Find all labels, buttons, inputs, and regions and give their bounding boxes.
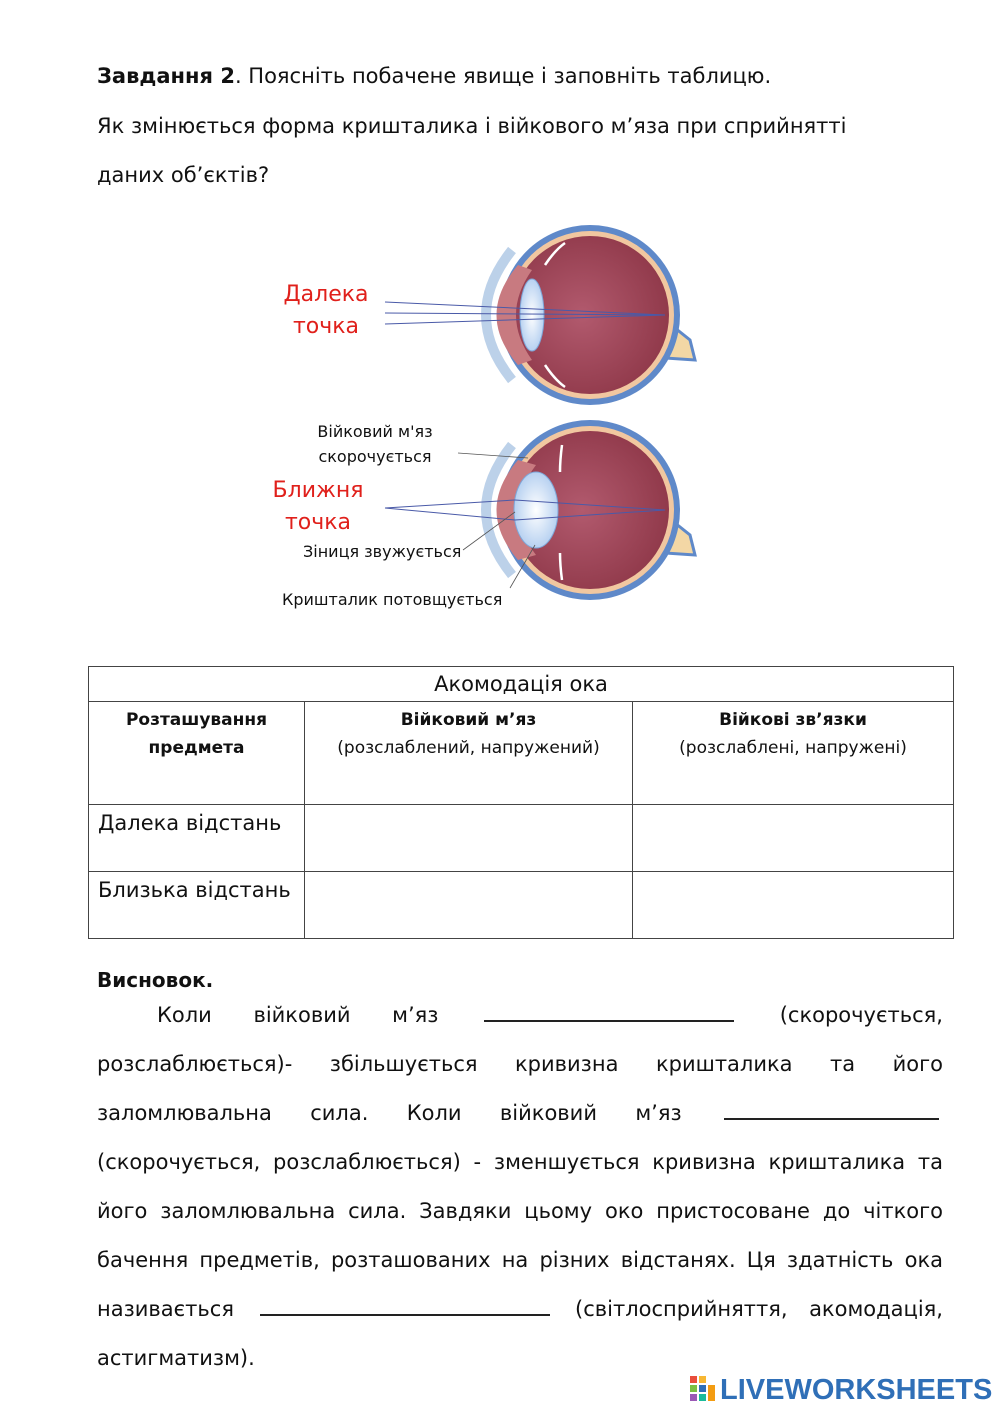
ciliary-muscle-label — [305, 419, 445, 469]
task-heading — [97, 64, 771, 88]
far-eye-diagram — [385, 225, 695, 405]
liveworksheets-logo-icon — [690, 1376, 716, 1404]
far-point-label-line2: точка — [292, 314, 360, 339]
far-point-label-line1: Далека — [283, 282, 369, 307]
answer-blank-3[interactable] — [260, 1292, 550, 1316]
conclusion-title: Висновок. — [97, 968, 214, 992]
pupil-label: Зіниця звужується — [303, 542, 462, 561]
lens-label: Кришталик потовщується — [282, 590, 503, 609]
liveworksheets-logo — [690, 1373, 992, 1407]
conclusion-text-2: (скорочується, розслаблюється)- збільшується кривизна кришталика та його заломлювальна сила. Коли війковий м’яз — [97, 1003, 943, 1125]
far-point-label — [280, 279, 372, 343]
task-number: Завдання 2 — [97, 64, 235, 88]
conclusion-text-3: (скорочується, розслаблюється) - зменшується кривизна кришталика та його заломлювальна сила. Завдяки цьому око пристосоване до чіткого бачення предметів, розташованих на різних відстанях. Ця здатність ока називається — [97, 1150, 943, 1321]
ciliary-label-line1: Війковий м'яз — [317, 422, 433, 441]
table-row — [89, 872, 954, 939]
header-col1-title2: предмета — [148, 738, 245, 758]
table-row — [89, 805, 954, 872]
ciliary-label-line2: скорочується — [318, 447, 432, 466]
row-label-near: Близька відстань — [89, 872, 305, 939]
answer-cell-near-muscle[interactable] — [305, 872, 633, 939]
pointer-line — [458, 453, 528, 458]
near-point-label-line2: точка — [284, 510, 352, 535]
header-ciliary-muscle — [305, 702, 633, 805]
conclusion-text-1: Коли війковий м’яз — [157, 1003, 439, 1027]
near-point-label-line1: Ближня — [272, 478, 364, 503]
answer-blank-1[interactable] — [484, 998, 734, 1022]
row-label-far: Далека відстань — [89, 805, 305, 872]
conclusion-text-4: (світлосприйняття, акомодація, астигматизм). — [97, 1297, 943, 1370]
header-object-location — [89, 702, 305, 805]
answer-cell-near-ligaments[interactable] — [633, 872, 954, 939]
task-question-line-1: Як змінюється форма кришталика і війкового м’яза при сприйнятті — [97, 114, 847, 138]
header-ciliary-ligaments — [633, 702, 954, 805]
answer-blank-2[interactable] — [724, 1096, 939, 1120]
logo-text: LIVEWORKSHEETS — [720, 1373, 993, 1406]
header-col1-title: Розташування — [125, 710, 268, 730]
task-instruction: . Поясніть побачене явище і заповніть таблицю. — [234, 64, 772, 88]
near-point-label — [272, 475, 364, 539]
eye-accommodation-figure — [270, 210, 710, 620]
answer-cell-far-ligaments[interactable] — [633, 805, 954, 872]
table-caption: Акомодація ока — [89, 667, 954, 702]
thick-lens — [514, 472, 558, 548]
conclusion-paragraph — [97, 991, 943, 1383]
thin-lens — [520, 279, 544, 351]
header-col3-sub: (розслаблені, напружені) — [679, 738, 907, 758]
header-col2-title: Війковий м’яз — [400, 710, 537, 730]
header-col3-title: Війкові зв’язки — [719, 710, 867, 730]
task-question-line-2: даних об’єктів? — [97, 163, 270, 187]
answer-cell-far-muscle[interactable] — [305, 805, 633, 872]
accommodation-table — [88, 666, 954, 939]
header-col2-sub: (розслаблений, напружений) — [337, 738, 600, 758]
